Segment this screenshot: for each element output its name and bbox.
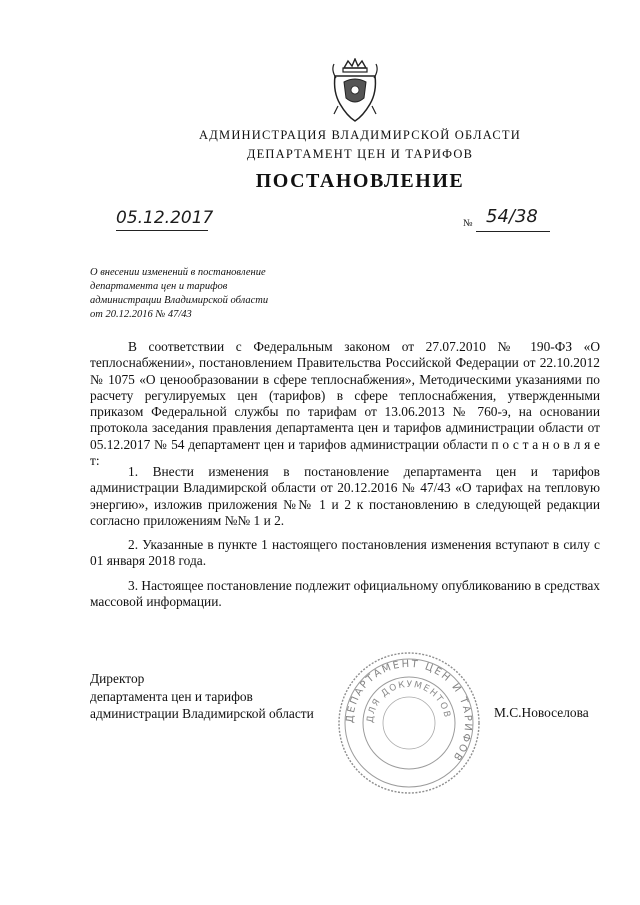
svg-text:ДЛЯ ДОКУМЕНТОВ (366, 680, 452, 723)
document-date-field (116, 208, 214, 228)
organization-name: АДМИНИСТРАЦИЯ ВЛАДИМИРСКОЙ ОБЛАСТИ (199, 128, 521, 142)
subject-line: администрации Владимирской области (90, 295, 269, 306)
signer-name: М.С.Новоселова (494, 705, 589, 720)
document-subject (90, 266, 330, 322)
signer-position-line: Директор (90, 671, 145, 686)
subject-line: департамента цен и тарифов (90, 281, 228, 292)
date-underline (116, 230, 208, 231)
official-seal-stamp (336, 650, 482, 796)
number-sign: № (463, 218, 473, 229)
signer-position-line: администрации Владимирской области (90, 706, 314, 721)
preamble-paragraph: В соответствии с Федеральным законом от 27.07.2010 № 190-ФЗ «О теплоснабжении», постановлением Правительства Российской Федерации от 22.10.2012 № 1075 «О ценообразовании в сфере теплоснабжения», Методическими указаниями по расчету регулируемых цен (тарифов) в сфере теплоснабжения, утвержденными приказом Федеральной службы по тарифам от 13.06.2013 № 760-э, на основании протокола заседания правления департамента цен и тарифов администрации области от 05.12.2017 № 54 департамент цен и тарифов администрации области п о с т а н о в л я е т: (90, 339, 600, 469)
document-number: 54/38 (486, 206, 538, 227)
item-2-paragraph: 2. Указанные в пункте 1 настоящего постановления изменения вступают в силу с 01 января 2018 года. (90, 537, 600, 569)
seal-inner-text: ДЛЯ ДОКУМЕНТОВ (365, 679, 452, 724)
number-underline (476, 231, 550, 232)
document-date: 05.12.2017 (116, 208, 214, 228)
seal-outer-text: ДЕПАРТАМЕНТ ЦЕН И ТАРИФОВ (344, 658, 474, 764)
item-3-paragraph: 3. Настоящее постановление подлежит официальному опубликованию в средствах массовой информации. (90, 578, 600, 610)
signer-position (90, 670, 314, 723)
item-1-paragraph: 1. Внести изменения в постановление департамента цен и тарифов администрации Владимирской области от 20.12.2016 № 47/43 «О тарифах на тепловую энергию», изложив приложения №№ 1 и 2 к постановлению в следующей редакции согласно приложениям №№ 1 и 2. (90, 464, 600, 528)
coat-of-arms-emblem (330, 58, 380, 124)
document-title: ПОСТАНОВЛЕНИЕ (255, 170, 465, 192)
department-name: ДЕПАРТАМЕНТ ЦЕН И ТАРИФОВ (246, 147, 474, 161)
subject-line: О внесении изменений в постановление (90, 267, 266, 278)
signer-position-line: департамента цен и тарифов (90, 688, 253, 704)
subject-line: от 20.12.2016 № 47/43 (90, 309, 192, 320)
document-number-field (476, 206, 550, 227)
